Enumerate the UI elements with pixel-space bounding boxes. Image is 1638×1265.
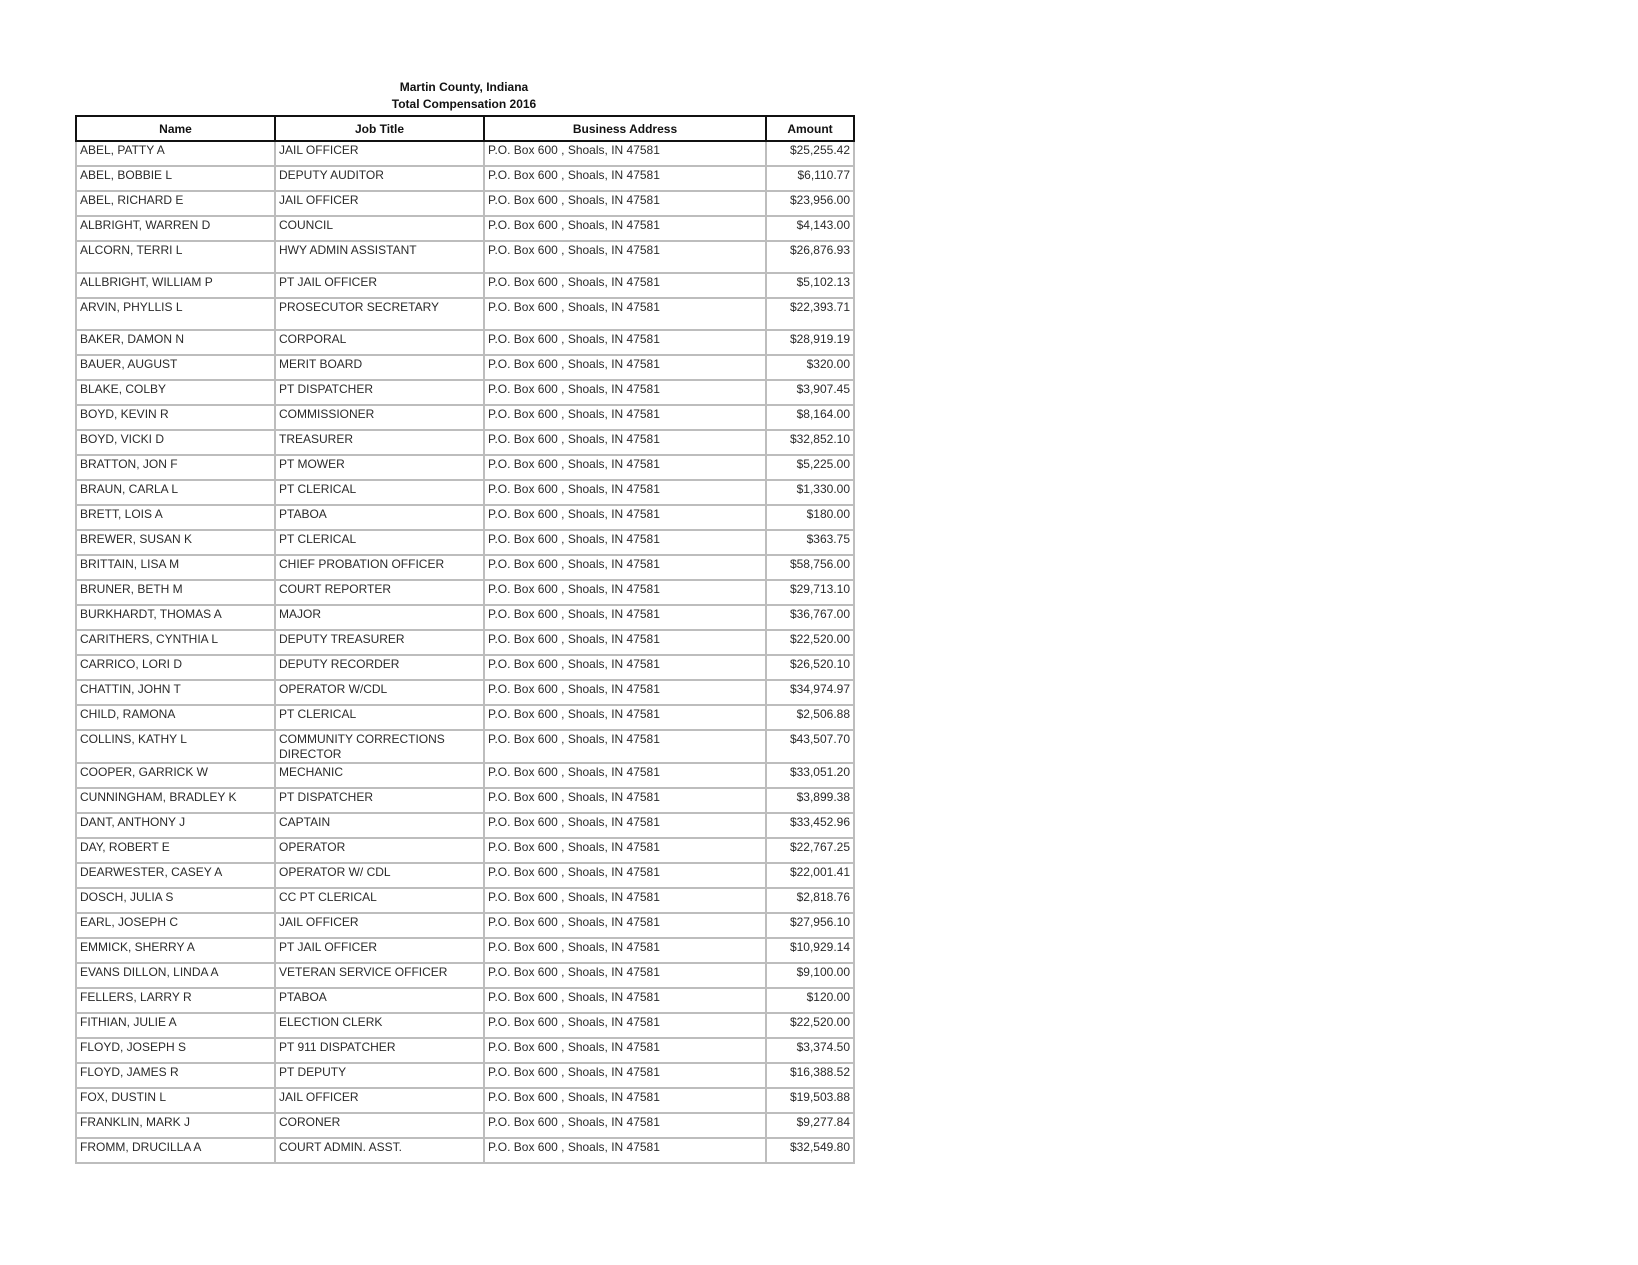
table-row — [76, 630, 854, 655]
cell-job-title: PT CLERICAL — [275, 530, 484, 555]
cell-name: FELLERS, LARRY R — [76, 988, 275, 1013]
cell-business-address: P.O. Box 600 , Shoals, IN 47581 — [484, 730, 766, 763]
cell-amount: $363.75 — [766, 530, 854, 555]
document-subtitle: Total Compensation 2016 — [391, 97, 537, 111]
table-row — [76, 913, 854, 938]
cell-name: CHILD, RAMONA — [76, 705, 275, 730]
cell-job-title: PT CLERICAL — [275, 705, 484, 730]
cell-amount: $32,852.10 — [766, 430, 854, 455]
cell-name: ABEL, BOBBIE L — [76, 166, 275, 191]
table-row — [76, 1138, 854, 1163]
table-row — [76, 1088, 854, 1113]
cell-job-title: PT JAIL OFFICER — [275, 938, 484, 963]
cell-name: FROMM, DRUCILLA A — [76, 1138, 275, 1163]
column-header-name: Name — [76, 116, 275, 141]
table-row — [76, 813, 854, 838]
cell-amount: $27,956.10 — [766, 913, 854, 938]
cell-name: BURKHARDT, THOMAS A — [76, 605, 275, 630]
cell-name: ALLBRIGHT, WILLIAM P — [76, 273, 275, 298]
cell-amount: $22,520.00 — [766, 630, 854, 655]
table-row — [76, 1063, 854, 1088]
cell-amount: $3,374.50 — [766, 1038, 854, 1063]
cell-name: BRATTON, JON F — [76, 455, 275, 480]
cell-name: CHATTIN, JOHN T — [76, 680, 275, 705]
cell-amount: $22,767.25 — [766, 838, 854, 863]
cell-name: FOX, DUSTIN L — [76, 1088, 275, 1113]
cell-job-title: MECHANIC — [275, 763, 484, 788]
table-row — [76, 838, 854, 863]
cell-job-title: TREASURER — [275, 430, 484, 455]
cell-business-address: P.O. Box 600 , Shoals, IN 47581 — [484, 655, 766, 680]
cell-business-address: P.O. Box 600 , Shoals, IN 47581 — [484, 380, 766, 405]
cell-name: FLOYD, JAMES R — [76, 1063, 275, 1088]
document-title: Martin County, Indiana — [399, 80, 529, 94]
cell-name: BAUER, AUGUST — [76, 355, 275, 380]
cell-name: CARRICO, LORI D — [76, 655, 275, 680]
cell-amount: $33,452.96 — [766, 813, 854, 838]
table-row — [76, 655, 854, 680]
cell-job-title: PT DEPUTY — [275, 1063, 484, 1088]
cell-amount: $16,388.52 — [766, 1063, 854, 1088]
cell-name: BRAUN, CARLA L — [76, 480, 275, 505]
cell-amount: $32,549.80 — [766, 1138, 854, 1163]
table-row — [76, 555, 854, 580]
cell-business-address: P.O. Box 600 , Shoals, IN 47581 — [484, 1138, 766, 1163]
table-row — [76, 888, 854, 913]
cell-job-title: PT JAIL OFFICER — [275, 273, 484, 298]
cell-amount: $4,143.00 — [766, 216, 854, 241]
cell-amount: $33,051.20 — [766, 763, 854, 788]
cell-business-address: P.O. Box 600 , Shoals, IN 47581 — [484, 605, 766, 630]
table-row — [76, 1038, 854, 1063]
table-row — [76, 705, 854, 730]
cell-business-address: P.O. Box 600 , Shoals, IN 47581 — [484, 838, 766, 863]
cell-job-title: DEPUTY TREASURER — [275, 630, 484, 655]
cell-business-address: P.O. Box 600 , Shoals, IN 47581 — [484, 505, 766, 530]
cell-business-address: P.O. Box 600 , Shoals, IN 47581 — [484, 763, 766, 788]
table-row — [76, 530, 854, 555]
column-header-business-address: Business Address — [484, 116, 766, 141]
cell-business-address: P.O. Box 600 , Shoals, IN 47581 — [484, 580, 766, 605]
cell-amount: $9,100.00 — [766, 963, 854, 988]
cell-name: BOYD, KEVIN R — [76, 405, 275, 430]
cell-job-title: PROSECUTOR SECRETARY — [275, 298, 484, 330]
cell-job-title: OPERATOR W/CDL — [275, 680, 484, 705]
cell-job-title: CORPORAL — [275, 330, 484, 355]
cell-amount: $2,818.76 — [766, 888, 854, 913]
cell-amount: $22,520.00 — [766, 1013, 854, 1038]
cell-amount: $19,503.88 — [766, 1088, 854, 1113]
cell-name: BRUNER, BETH M — [76, 580, 275, 605]
cell-amount: $29,713.10 — [766, 580, 854, 605]
cell-business-address: P.O. Box 600 , Shoals, IN 47581 — [484, 680, 766, 705]
cell-job-title: ELECTION CLERK — [275, 1013, 484, 1038]
cell-job-title: DEPUTY AUDITOR — [275, 166, 484, 191]
cell-amount: $23,956.00 — [766, 191, 854, 216]
cell-business-address: P.O. Box 600 , Shoals, IN 47581 — [484, 1063, 766, 1088]
cell-amount: $36,767.00 — [766, 605, 854, 630]
table-row — [76, 1113, 854, 1138]
cell-job-title: CORONER — [275, 1113, 484, 1138]
cell-amount: $320.00 — [766, 355, 854, 380]
cell-job-title: JAIL OFFICER — [275, 913, 484, 938]
cell-amount: $25,255.42 — [766, 141, 854, 166]
cell-job-title: CAPTAIN — [275, 813, 484, 838]
cell-name: DANT, ANTHONY J — [76, 813, 275, 838]
cell-job-title: JAIL OFFICER — [275, 141, 484, 166]
cell-amount: $5,225.00 — [766, 455, 854, 480]
cell-name: BAKER, DAMON N — [76, 330, 275, 355]
cell-business-address: P.O. Box 600 , Shoals, IN 47581 — [484, 330, 766, 355]
cell-job-title: CC PT CLERICAL — [275, 888, 484, 913]
cell-name: DAY, ROBERT E — [76, 838, 275, 863]
cell-business-address: P.O. Box 600 , Shoals, IN 47581 — [484, 813, 766, 838]
cell-name: CARITHERS, CYNTHIA L — [76, 630, 275, 655]
cell-name: FITHIAN, JULIE A — [76, 1013, 275, 1038]
table-row — [76, 241, 854, 273]
cell-job-title: PT DISPATCHER — [275, 380, 484, 405]
cell-name: ALCORN, TERRI L — [76, 241, 275, 273]
cell-business-address: P.O. Box 600 , Shoals, IN 47581 — [484, 1088, 766, 1113]
cell-amount: $180.00 — [766, 505, 854, 530]
table-row — [76, 788, 854, 813]
table-row — [76, 763, 854, 788]
table-row — [76, 480, 854, 505]
cell-amount: $58,756.00 — [766, 555, 854, 580]
cell-name: ALBRIGHT, WARREN D — [76, 216, 275, 241]
cell-name: BLAKE, COLBY — [76, 380, 275, 405]
cell-business-address: P.O. Box 600 , Shoals, IN 47581 — [484, 141, 766, 166]
table-row — [76, 430, 854, 455]
cell-business-address: P.O. Box 600 , Shoals, IN 47581 — [484, 191, 766, 216]
cell-name: EMMICK, SHERRY A — [76, 938, 275, 963]
cell-job-title: PTABOA — [275, 988, 484, 1013]
cell-name: ABEL, RICHARD E — [76, 191, 275, 216]
cell-name: FRANKLIN, MARK J — [76, 1113, 275, 1138]
header-row — [76, 116, 854, 141]
cell-business-address: P.O. Box 600 , Shoals, IN 47581 — [484, 430, 766, 455]
table-row — [76, 680, 854, 705]
table-row — [76, 405, 854, 430]
cell-business-address: P.O. Box 600 , Shoals, IN 47581 — [484, 630, 766, 655]
cell-name: ARVIN, PHYLLIS L — [76, 298, 275, 330]
cell-job-title: OPERATOR — [275, 838, 484, 863]
cell-business-address: P.O. Box 600 , Shoals, IN 47581 — [484, 555, 766, 580]
column-header-amount: Amount — [766, 116, 854, 141]
cell-amount: $26,876.93 — [766, 241, 854, 273]
table-row — [76, 988, 854, 1013]
cell-amount: $120.00 — [766, 988, 854, 1013]
table-row — [76, 273, 854, 298]
cell-amount: $1,330.00 — [766, 480, 854, 505]
cell-business-address: P.O. Box 600 , Shoals, IN 47581 — [484, 1113, 766, 1138]
table-row — [76, 863, 854, 888]
table-row — [76, 330, 854, 355]
cell-amount: $26,520.10 — [766, 655, 854, 680]
cell-name: EVANS DILLON, LINDA A — [76, 963, 275, 988]
cell-name: COLLINS, KATHY L — [76, 730, 275, 763]
cell-job-title: HWY ADMIN ASSISTANT — [275, 241, 484, 273]
cell-name: FLOYD, JOSEPH S — [76, 1038, 275, 1063]
cell-name: COOPER, GARRICK W — [76, 763, 275, 788]
cell-name: BRITTAIN, LISA M — [76, 555, 275, 580]
cell-amount: $9,277.84 — [766, 1113, 854, 1138]
cell-business-address: P.O. Box 600 , Shoals, IN 47581 — [484, 913, 766, 938]
column-header-job-title: Job Title — [275, 116, 484, 141]
cell-name: CUNNINGHAM, BRADLEY K — [76, 788, 275, 813]
table-row — [76, 938, 854, 963]
table-row — [76, 216, 854, 241]
table-row — [76, 191, 854, 216]
cell-job-title: COUNCIL — [275, 216, 484, 241]
cell-job-title: PT 911 DISPATCHER — [275, 1038, 484, 1063]
cell-job-title: VETERAN SERVICE OFFICER — [275, 963, 484, 988]
cell-job-title: COURT ADMIN. ASST. — [275, 1138, 484, 1163]
cell-business-address: P.O. Box 600 , Shoals, IN 47581 — [484, 298, 766, 330]
cell-business-address: P.O. Box 600 , Shoals, IN 47581 — [484, 241, 766, 273]
cell-business-address: P.O. Box 600 , Shoals, IN 47581 — [484, 888, 766, 913]
table-row — [76, 298, 854, 330]
cell-business-address: P.O. Box 600 , Shoals, IN 47581 — [484, 273, 766, 298]
cell-job-title: JAIL OFFICER — [275, 191, 484, 216]
table-row — [76, 166, 854, 191]
cell-amount: $22,393.71 — [766, 298, 854, 330]
cell-business-address: P.O. Box 600 , Shoals, IN 47581 — [484, 938, 766, 963]
cell-name: BREWER, SUSAN K — [76, 530, 275, 555]
table-row — [76, 730, 854, 763]
cell-business-address: P.O. Box 600 , Shoals, IN 47581 — [484, 863, 766, 888]
cell-amount: $10,929.14 — [766, 938, 854, 963]
cell-amount: $8,164.00 — [766, 405, 854, 430]
cell-name: BOYD, VICKI D — [76, 430, 275, 455]
cell-business-address: P.O. Box 600 , Shoals, IN 47581 — [484, 705, 766, 730]
cell-job-title: COMMISSIONER — [275, 405, 484, 430]
cell-job-title: JAIL OFFICER — [275, 1088, 484, 1113]
cell-amount: $6,110.77 — [766, 166, 854, 191]
cell-amount: $28,919.19 — [766, 330, 854, 355]
cell-amount: $5,102.13 — [766, 273, 854, 298]
cell-amount: $2,506.88 — [766, 705, 854, 730]
cell-name: EARL, JOSEPH C — [76, 913, 275, 938]
cell-business-address: P.O. Box 600 , Shoals, IN 47581 — [484, 355, 766, 380]
cell-job-title: DEPUTY RECORDER — [275, 655, 484, 680]
table-row — [76, 141, 854, 166]
cell-business-address: P.O. Box 600 , Shoals, IN 47581 — [484, 1013, 766, 1038]
cell-business-address: P.O. Box 600 , Shoals, IN 47581 — [484, 166, 766, 191]
cell-business-address: P.O. Box 600 , Shoals, IN 47581 — [484, 405, 766, 430]
table-row — [76, 963, 854, 988]
table-row — [76, 1013, 854, 1038]
cell-name: DOSCH, JULIA S — [76, 888, 275, 913]
cell-amount: $34,974.97 — [766, 680, 854, 705]
cell-job-title: COURT REPORTER — [275, 580, 484, 605]
cell-amount: $3,899.38 — [766, 788, 854, 813]
cell-business-address: P.O. Box 600 , Shoals, IN 47581 — [484, 963, 766, 988]
table-row — [76, 355, 854, 380]
cell-job-title: PT MOWER — [275, 455, 484, 480]
cell-business-address: P.O. Box 600 , Shoals, IN 47581 — [484, 480, 766, 505]
table-row — [76, 605, 854, 630]
table-row — [76, 455, 854, 480]
cell-job-title: OPERATOR W/ CDL — [275, 863, 484, 888]
cell-amount: $22,001.41 — [766, 863, 854, 888]
cell-job-title: PT DISPATCHER — [275, 788, 484, 813]
cell-business-address: P.O. Box 600 , Shoals, IN 47581 — [484, 455, 766, 480]
cell-name: ABEL, PATTY A — [76, 141, 275, 166]
cell-job-title: PT CLERICAL — [275, 480, 484, 505]
cell-amount: $43,507.70 — [766, 730, 854, 763]
table-row — [76, 580, 854, 605]
cell-job-title: CHIEF PROBATION OFFICER — [275, 555, 484, 580]
cell-business-address: P.O. Box 600 , Shoals, IN 47581 — [484, 1038, 766, 1063]
cell-name: DEARWESTER, CASEY A — [76, 863, 275, 888]
cell-name: BRETT, LOIS A — [76, 505, 275, 530]
cell-business-address: P.O. Box 600 , Shoals, IN 47581 — [484, 530, 766, 555]
compensation-table — [75, 115, 855, 1164]
cell-job-title: COMMUNITY CORRECTIONS DIRECTOR — [275, 730, 484, 763]
cell-amount: $3,907.45 — [766, 380, 854, 405]
cell-job-title: MAJOR — [275, 605, 484, 630]
table-row — [76, 380, 854, 405]
cell-business-address: P.O. Box 600 , Shoals, IN 47581 — [484, 216, 766, 241]
cell-business-address: P.O. Box 600 , Shoals, IN 47581 — [484, 788, 766, 813]
cell-job-title: MERIT BOARD — [275, 355, 484, 380]
table-row — [76, 505, 854, 530]
cell-job-title: PTABOA — [275, 505, 484, 530]
cell-business-address: P.O. Box 600 , Shoals, IN 47581 — [484, 988, 766, 1013]
